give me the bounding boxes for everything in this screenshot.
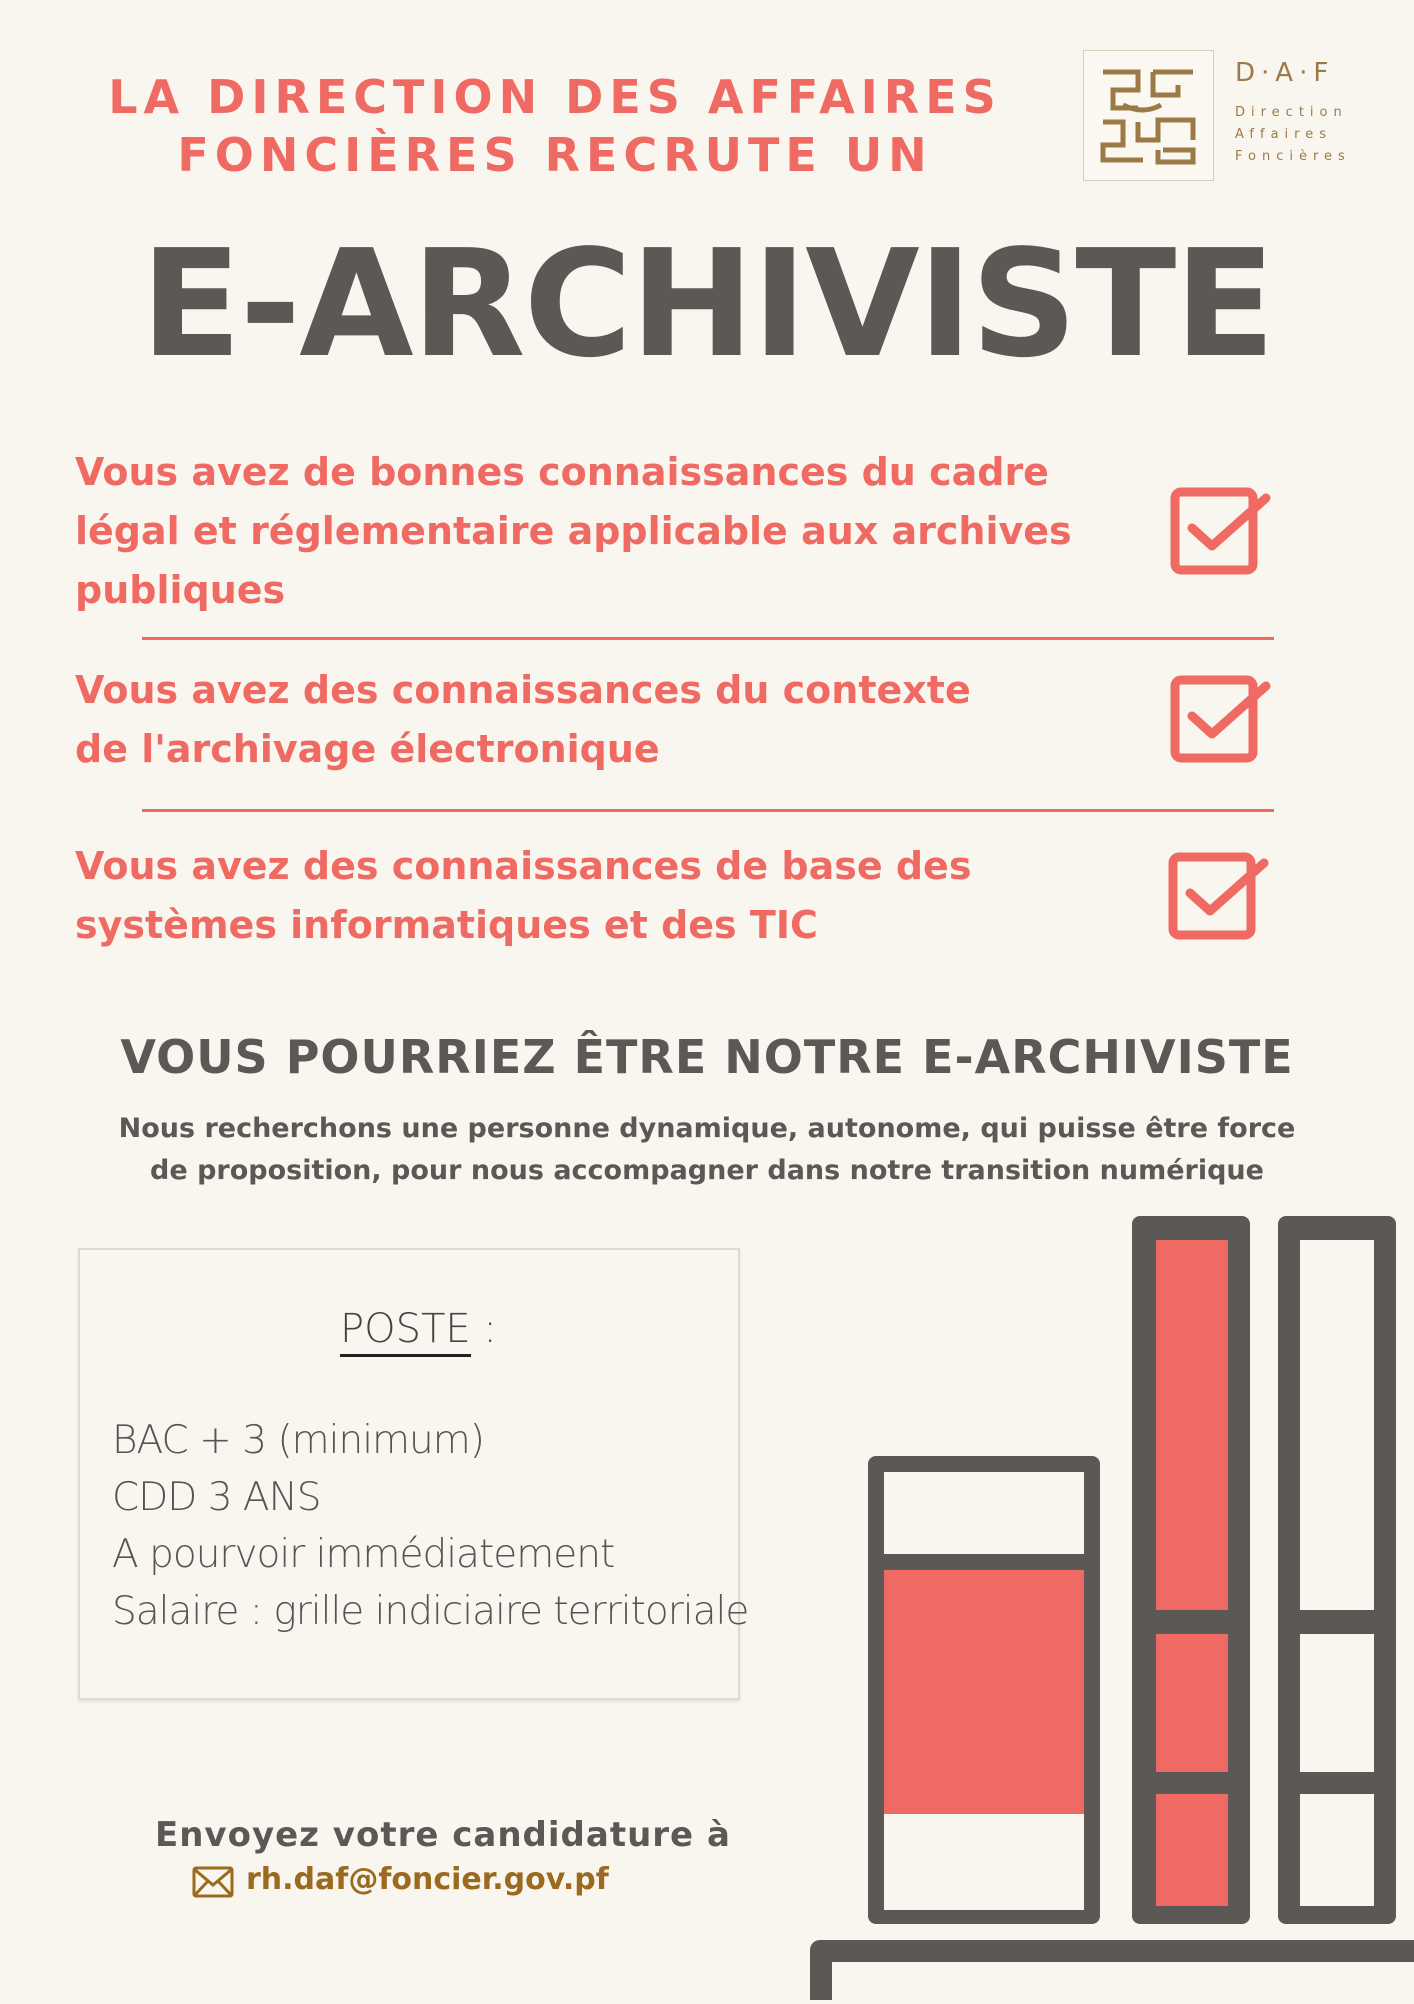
poste-title-label: POSTE	[340, 1306, 471, 1357]
requirement-3	[75, 837, 971, 955]
daf-logo-text	[1235, 58, 1351, 168]
checkbox-checked-icon	[1168, 668, 1273, 773]
daf-logo-icon	[1083, 50, 1214, 181]
mail-icon	[192, 1866, 234, 1898]
checkbox-checked-icon	[1168, 480, 1273, 585]
description-line-1: Nous recherchons une personne dynamique, autonome, qui puisse être force	[118, 1113, 1296, 1144]
requirement-2-line-1: Vous avez des connaissances du contexte	[75, 668, 971, 712]
book-3-icon	[1278, 1216, 1396, 1924]
header-line-1: LA DIRECTION DES AFFAIRES	[108, 70, 1002, 124]
poste-card	[78, 1248, 749, 1700]
page-title: E-ARCHIVISTE	[140, 218, 1274, 390]
requirement-1	[75, 443, 1072, 620]
requirement-1-line-3: publiques	[75, 568, 286, 612]
requirement-2-line-2: de l'archivage électronique	[75, 727, 660, 771]
books-illustration	[800, 1210, 1414, 2000]
requirement-1-line-2: légal et réglementaire applicable aux archives	[75, 509, 1072, 553]
requirement-3-line-1: Vous avez des connaissances de base des	[75, 844, 972, 888]
email-link[interactable]: rh.daf@foncier.gov.pf	[246, 1862, 609, 1897]
cta-label: Envoyez votre candidature à	[155, 1815, 731, 1855]
poste-line-contract: CDD 3 ANS	[112, 1475, 321, 1520]
logo-word-direction: Direction	[1235, 105, 1348, 120]
poste-title	[340, 1306, 497, 1352]
header-line-2: FONCIÈRES RECRUTE UN	[177, 128, 933, 182]
poste-line-salary: Salaire : grille indiciaire territoriale	[112, 1589, 749, 1634]
requirement-1-line-1: Vous avez de bonnes connaissances du cadre	[75, 450, 1049, 494]
divider	[142, 809, 1274, 812]
logo-word-foncieres: Foncières	[1235, 149, 1351, 164]
shelf-icon	[810, 1940, 1414, 2000]
book-2-icon	[1132, 1216, 1250, 1924]
subtitle: VOUS POURRIEZ ÊTRE NOTRE E-ARCHIVISTE	[120, 1030, 1294, 1084]
logo-word-affaires: Affaires	[1235, 127, 1332, 142]
poste-line-availability: A pourvoir immédiatement	[112, 1532, 615, 1577]
requirement-2	[75, 661, 971, 779]
requirement-3-line-2: systèmes informatiques et des TIC	[75, 903, 818, 947]
poste-line-education: BAC + 3 (minimum)	[112, 1418, 484, 1463]
checkbox-checked-icon	[1166, 845, 1271, 950]
logo-abbreviation: D·A·F	[1235, 58, 1335, 88]
poste-title-suffix: :	[470, 1306, 497, 1352]
description-line-2: de proposition, pour nous accompagner dans notre transition numérique	[150, 1155, 1264, 1186]
book-1-icon	[868, 1456, 1100, 1924]
divider	[142, 637, 1274, 640]
